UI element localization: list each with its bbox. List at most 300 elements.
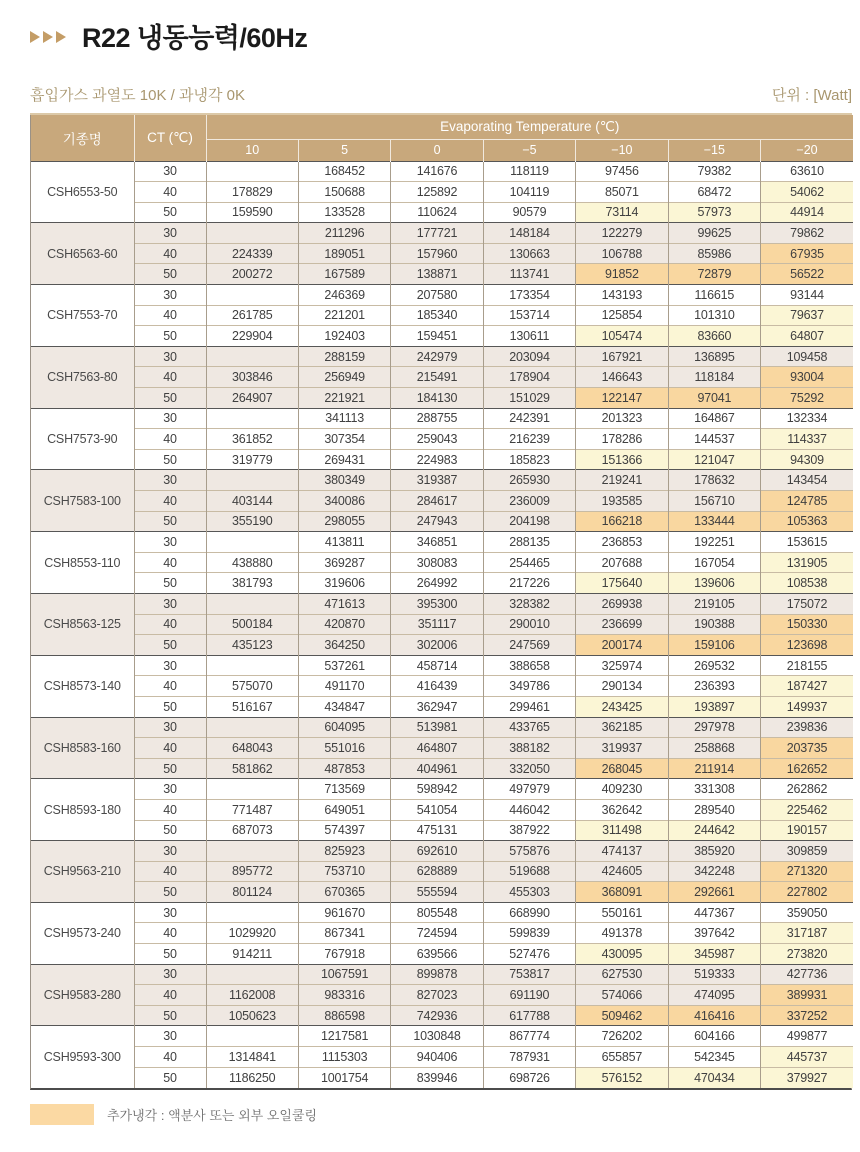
value-cell: 271320 <box>761 861 853 882</box>
value-cell: 224339 <box>206 243 298 264</box>
value-cell: 148184 <box>483 223 575 244</box>
value-cell: 178904 <box>483 367 575 388</box>
value-cell: 337252 <box>761 1005 853 1026</box>
value-cell: 215491 <box>391 367 483 388</box>
ct-cell: 40 <box>134 243 206 264</box>
value-cell: 369287 <box>298 552 390 573</box>
ct-cell: 40 <box>134 799 206 820</box>
col-header-model: 기종명 <box>31 115 134 161</box>
value-cell: 555594 <box>391 882 483 903</box>
table-row <box>31 491 853 512</box>
value-cell: 1030848 <box>391 1026 483 1047</box>
value-cell: 1186250 <box>206 1067 298 1088</box>
value-cell: 387922 <box>483 820 575 841</box>
value-cell: 599839 <box>483 923 575 944</box>
ct-cell: 40 <box>134 738 206 759</box>
ct-cell: 40 <box>134 305 206 326</box>
ct-cell: 50 <box>134 696 206 717</box>
value-cell: 311498 <box>576 820 668 841</box>
value-cell: 192403 <box>298 326 390 347</box>
value-cell: 1050623 <box>206 1005 298 1026</box>
value-cell: 94309 <box>761 449 853 470</box>
value-cell: 242979 <box>391 346 483 367</box>
value-cell: 259043 <box>391 429 483 450</box>
value-cell: 516167 <box>206 696 298 717</box>
value-cell: 867774 <box>483 1026 575 1047</box>
value-cell: 269431 <box>298 449 390 470</box>
table-row <box>31 367 853 388</box>
value-cell: 983316 <box>298 985 390 1006</box>
value-cell: 961670 <box>298 902 390 923</box>
ct-cell: 50 <box>134 264 206 285</box>
value-cell: 500184 <box>206 614 298 635</box>
value-cell: 204198 <box>483 511 575 532</box>
value-cell: 628889 <box>391 861 483 882</box>
value-cell: 83660 <box>668 326 760 347</box>
value-cell: 355190 <box>206 511 298 532</box>
value-cell: 331308 <box>668 779 760 800</box>
value-cell <box>206 285 298 306</box>
value-cell: 474137 <box>576 841 668 862</box>
value-cell: 64807 <box>761 326 853 347</box>
value-cell: 130611 <box>483 326 575 347</box>
ct-cell: 50 <box>134 635 206 656</box>
value-cell: 203735 <box>761 738 853 759</box>
value-cell: 767918 <box>298 944 390 965</box>
value-cell: 474095 <box>668 985 760 1006</box>
value-cell: 116615 <box>668 285 760 306</box>
value-cell: 193897 <box>668 696 760 717</box>
value-cell <box>206 841 298 862</box>
value-cell: 190388 <box>668 614 760 635</box>
ct-cell: 30 <box>134 717 206 738</box>
value-cell: 1115303 <box>298 1047 390 1068</box>
value-cell <box>206 532 298 553</box>
value-cell: 742936 <box>391 1005 483 1026</box>
value-cell: 239836 <box>761 717 853 738</box>
value-cell: 273820 <box>761 944 853 965</box>
table-row <box>31 902 853 923</box>
value-cell: 576152 <box>576 1067 668 1088</box>
value-cell: 193585 <box>576 491 668 512</box>
value-cell: 125854 <box>576 305 668 326</box>
ct-cell: 40 <box>134 614 206 635</box>
value-cell: 269532 <box>668 655 760 676</box>
value-cell: 157960 <box>391 243 483 264</box>
ct-cell: 50 <box>134 944 206 965</box>
value-cell: 1162008 <box>206 985 298 1006</box>
triple-chevron-icon <box>30 31 69 43</box>
ct-cell: 30 <box>134 532 206 553</box>
value-cell: 839946 <box>391 1067 483 1088</box>
value-cell: 575070 <box>206 676 298 697</box>
value-cell: 827023 <box>391 985 483 1006</box>
value-cell: 395300 <box>391 593 483 614</box>
value-cell: 178829 <box>206 182 298 203</box>
value-cell: 430095 <box>576 944 668 965</box>
table-row <box>31 573 853 594</box>
value-cell: 264907 <box>206 388 298 409</box>
value-cell: 345987 <box>668 944 760 965</box>
value-cell: 139606 <box>668 573 760 594</box>
col-header-ct: CT (℃) <box>134 115 206 161</box>
table-row <box>31 614 853 635</box>
value-cell: 243425 <box>576 696 668 717</box>
value-cell: 200272 <box>206 264 298 285</box>
value-cell: 541054 <box>391 799 483 820</box>
value-cell: 118119 <box>483 161 575 182</box>
model-name-cell: CSH9593-300 <box>31 1026 134 1088</box>
value-cell: 298055 <box>298 511 390 532</box>
value-cell: 825923 <box>298 841 390 862</box>
value-cell: 359050 <box>761 902 853 923</box>
value-cell: 435123 <box>206 635 298 656</box>
value-cell: 342248 <box>668 861 760 882</box>
ct-cell: 30 <box>134 223 206 244</box>
value-cell: 598942 <box>391 779 483 800</box>
table-row <box>31 923 853 944</box>
page-title: R22 냉동능력/60Hz <box>82 22 308 53</box>
value-cell: 265930 <box>483 470 575 491</box>
value-cell: 446042 <box>483 799 575 820</box>
col-header-temp: 10 <box>206 139 298 161</box>
value-cell: 455303 <box>483 882 575 903</box>
value-cell: 110624 <box>391 202 483 223</box>
ct-cell: 30 <box>134 408 206 429</box>
value-cell: 54062 <box>761 182 853 203</box>
ct-cell: 50 <box>134 202 206 223</box>
ct-cell: 30 <box>134 1026 206 1047</box>
ct-cell: 50 <box>134 573 206 594</box>
value-cell: 519333 <box>668 964 760 985</box>
value-cell: 319779 <box>206 449 298 470</box>
value-cell: 550161 <box>576 902 668 923</box>
value-cell: 1314841 <box>206 1047 298 1068</box>
value-cell: 207688 <box>576 552 668 573</box>
value-cell: 219241 <box>576 470 668 491</box>
value-cell: 167589 <box>298 264 390 285</box>
table-row <box>31 861 853 882</box>
value-cell: 236699 <box>576 614 668 635</box>
value-cell: 362185 <box>576 717 668 738</box>
value-cell: 726202 <box>576 1026 668 1047</box>
ct-cell: 30 <box>134 655 206 676</box>
value-cell: 362947 <box>391 696 483 717</box>
table-row <box>31 1067 853 1088</box>
table-row <box>31 182 853 203</box>
value-cell: 178286 <box>576 429 668 450</box>
value-cell: 424605 <box>576 861 668 882</box>
model-name-cell: CSH8593-180 <box>31 779 134 841</box>
value-cell: 167921 <box>576 346 668 367</box>
value-cell: 940406 <box>391 1047 483 1068</box>
value-cell: 173354 <box>483 285 575 306</box>
value-cell: 379927 <box>761 1067 853 1088</box>
value-cell: 1217581 <box>298 1026 390 1047</box>
col-header-temp: −15 <box>668 139 760 161</box>
value-cell: 542345 <box>668 1047 760 1068</box>
value-cell: 143193 <box>576 285 668 306</box>
condition-note: 흡입가스 과열도 10K / 과냉각 0K <box>30 87 245 104</box>
value-cell <box>206 223 298 244</box>
value-cell: 447367 <box>668 902 760 923</box>
value-cell: 346851 <box>391 532 483 553</box>
value-cell: 914211 <box>206 944 298 965</box>
value-cell: 438880 <box>206 552 298 573</box>
value-cell: 317187 <box>761 923 853 944</box>
value-cell: 290010 <box>483 614 575 635</box>
value-cell <box>206 717 298 738</box>
value-cell: 125892 <box>391 182 483 203</box>
ct-cell: 50 <box>134 388 206 409</box>
value-cell: 227802 <box>761 882 853 903</box>
value-cell: 93144 <box>761 285 853 306</box>
table-row <box>31 944 853 965</box>
value-cell: 551016 <box>298 738 390 759</box>
value-cell: 254465 <box>483 552 575 573</box>
value-cell: 537261 <box>298 655 390 676</box>
value-cell: 67935 <box>761 243 853 264</box>
table-row <box>31 1026 853 1047</box>
value-cell: 288159 <box>298 346 390 367</box>
value-cell: 85071 <box>576 182 668 203</box>
value-cell: 319606 <box>298 573 390 594</box>
value-cell: 332050 <box>483 758 575 779</box>
table-row <box>31 655 853 676</box>
value-cell: 121047 <box>668 449 760 470</box>
value-cell: 753710 <box>298 861 390 882</box>
value-cell: 341113 <box>298 408 390 429</box>
ct-cell: 50 <box>134 882 206 903</box>
value-cell: 899878 <box>391 964 483 985</box>
table-row <box>31 470 853 491</box>
ct-cell: 50 <box>134 511 206 532</box>
value-cell: 224983 <box>391 449 483 470</box>
model-name-cell: CSH8553-110 <box>31 532 134 594</box>
value-cell: 691190 <box>483 985 575 1006</box>
ct-cell: 40 <box>134 985 206 1006</box>
value-cell <box>206 1026 298 1047</box>
value-cell: 258868 <box>668 738 760 759</box>
model-name-cell: CSH9573-240 <box>31 902 134 964</box>
value-cell: 106788 <box>576 243 668 264</box>
model-name-cell: CSH7573-90 <box>31 408 134 470</box>
value-cell: 302006 <box>391 635 483 656</box>
page-header <box>30 16 852 54</box>
value-cell: 144537 <box>668 429 760 450</box>
value-cell: 246369 <box>298 285 390 306</box>
value-cell: 114337 <box>761 429 853 450</box>
value-cell: 132334 <box>761 408 853 429</box>
value-cell: 151366 <box>576 449 668 470</box>
value-cell: 219105 <box>668 593 760 614</box>
model-name-cell: CSH7563-80 <box>31 346 134 408</box>
table-row <box>31 285 853 306</box>
value-cell: 261785 <box>206 305 298 326</box>
value-cell: 122279 <box>576 223 668 244</box>
value-cell: 470434 <box>668 1067 760 1088</box>
highlight-legend-swatch <box>30 1104 94 1125</box>
value-cell: 44914 <box>761 202 853 223</box>
value-cell: 491170 <box>298 676 390 697</box>
value-cell: 668990 <box>483 902 575 923</box>
unit-note: 단위 : [Watt] <box>771 87 852 104</box>
value-cell: 236393 <box>668 676 760 697</box>
ct-cell: 40 <box>134 1047 206 1068</box>
value-cell: 190157 <box>761 820 853 841</box>
value-cell: 118184 <box>668 367 760 388</box>
value-cell: 409230 <box>576 779 668 800</box>
value-cell: 97041 <box>668 388 760 409</box>
value-cell: 79637 <box>761 305 853 326</box>
value-cell: 464807 <box>391 738 483 759</box>
value-cell: 471613 <box>298 593 390 614</box>
table-row <box>31 593 853 614</box>
value-cell: 151029 <box>483 388 575 409</box>
value-cell: 698726 <box>483 1067 575 1088</box>
value-cell: 99625 <box>668 223 760 244</box>
value-cell: 236009 <box>483 491 575 512</box>
ct-cell: 40 <box>134 429 206 450</box>
value-cell: 389931 <box>761 985 853 1006</box>
value-cell: 303846 <box>206 367 298 388</box>
value-cell: 75292 <box>761 388 853 409</box>
value-cell: 458714 <box>391 655 483 676</box>
value-cell: 244642 <box>668 820 760 841</box>
table-row <box>31 1047 853 1068</box>
table-row <box>31 264 853 285</box>
value-cell: 574397 <box>298 820 390 841</box>
value-cell: 724594 <box>391 923 483 944</box>
col-header-evap-temp: Evaporating Temperature (℃) <box>206 115 853 139</box>
value-cell: 288755 <box>391 408 483 429</box>
value-cell: 162652 <box>761 758 853 779</box>
col-header-temp: −5 <box>483 139 575 161</box>
ct-cell: 30 <box>134 902 206 923</box>
value-cell <box>206 161 298 182</box>
value-cell: 290134 <box>576 676 668 697</box>
value-cell: 491378 <box>576 923 668 944</box>
value-cell: 153714 <box>483 305 575 326</box>
value-cell: 527476 <box>483 944 575 965</box>
table-body <box>31 161 853 1088</box>
value-cell: 122147 <box>576 388 668 409</box>
ct-cell: 50 <box>134 758 206 779</box>
value-cell: 687073 <box>206 820 298 841</box>
value-cell: 130663 <box>483 243 575 264</box>
table-row <box>31 408 853 429</box>
model-name-cell: CSH8563-125 <box>31 593 134 655</box>
table-row <box>31 326 853 347</box>
value-cell: 497979 <box>483 779 575 800</box>
value-cell: 201323 <box>576 408 668 429</box>
value-cell: 156710 <box>668 491 760 512</box>
value-cell: 801124 <box>206 882 298 903</box>
value-cell: 57973 <box>668 202 760 223</box>
value-cell: 753817 <box>483 964 575 985</box>
table-header <box>31 115 853 161</box>
value-cell: 403144 <box>206 491 298 512</box>
ct-cell: 40 <box>134 491 206 512</box>
value-cell: 247569 <box>483 635 575 656</box>
value-cell: 349786 <box>483 676 575 697</box>
value-cell: 256949 <box>298 367 390 388</box>
value-cell: 178632 <box>668 470 760 491</box>
model-name-cell: CSH7553-70 <box>31 285 134 347</box>
ct-cell: 30 <box>134 841 206 862</box>
model-name-cell: CSH9583-280 <box>31 964 134 1026</box>
ct-cell: 40 <box>134 552 206 573</box>
value-cell: 225462 <box>761 799 853 820</box>
table-row <box>31 717 853 738</box>
value-cell: 79382 <box>668 161 760 182</box>
value-cell: 104119 <box>483 182 575 203</box>
ct-cell: 50 <box>134 326 206 347</box>
ct-cell: 30 <box>134 779 206 800</box>
value-cell: 146643 <box>576 367 668 388</box>
value-cell: 1029920 <box>206 923 298 944</box>
value-cell: 97456 <box>576 161 668 182</box>
value-cell: 499877 <box>761 1026 853 1047</box>
value-cell <box>206 346 298 367</box>
ct-cell: 40 <box>134 861 206 882</box>
value-cell: 153615 <box>761 532 853 553</box>
value-cell: 574066 <box>576 985 668 1006</box>
value-cell: 269938 <box>576 593 668 614</box>
ct-cell: 30 <box>134 470 206 491</box>
value-cell: 325974 <box>576 655 668 676</box>
value-cell: 175072 <box>761 593 853 614</box>
table-row <box>31 429 853 450</box>
value-cell: 221921 <box>298 388 390 409</box>
table-row <box>31 964 853 985</box>
table-row <box>31 758 853 779</box>
col-header-temp: 5 <box>298 139 390 161</box>
value-cell: 351117 <box>391 614 483 635</box>
value-cell: 149937 <box>761 696 853 717</box>
value-cell: 427736 <box>761 964 853 985</box>
value-cell: 203094 <box>483 346 575 367</box>
value-cell: 159451 <box>391 326 483 347</box>
table-row <box>31 532 853 553</box>
value-cell: 150688 <box>298 182 390 203</box>
value-cell: 340086 <box>298 491 390 512</box>
value-cell: 639566 <box>391 944 483 965</box>
value-cell: 236853 <box>576 532 668 553</box>
value-cell: 617788 <box>483 1005 575 1026</box>
value-cell: 218155 <box>761 655 853 676</box>
value-cell: 268045 <box>576 758 668 779</box>
table-row <box>31 388 853 409</box>
value-cell: 380349 <box>298 470 390 491</box>
value-cell: 328382 <box>483 593 575 614</box>
value-cell: 108538 <box>761 573 853 594</box>
value-cell: 192251 <box>668 532 760 553</box>
value-cell: 413811 <box>298 532 390 553</box>
value-cell: 581862 <box>206 758 298 779</box>
table-row <box>31 223 853 244</box>
model-name-cell: CSH8583-160 <box>31 717 134 779</box>
table-row <box>31 243 853 264</box>
value-cell: 292661 <box>668 882 760 903</box>
value-cell: 138871 <box>391 264 483 285</box>
ct-cell: 30 <box>134 161 206 182</box>
value-cell: 200174 <box>576 635 668 656</box>
value-cell: 299461 <box>483 696 575 717</box>
model-name-cell: CSH9563-210 <box>31 841 134 903</box>
value-cell: 487853 <box>298 758 390 779</box>
value-cell: 229904 <box>206 326 298 347</box>
